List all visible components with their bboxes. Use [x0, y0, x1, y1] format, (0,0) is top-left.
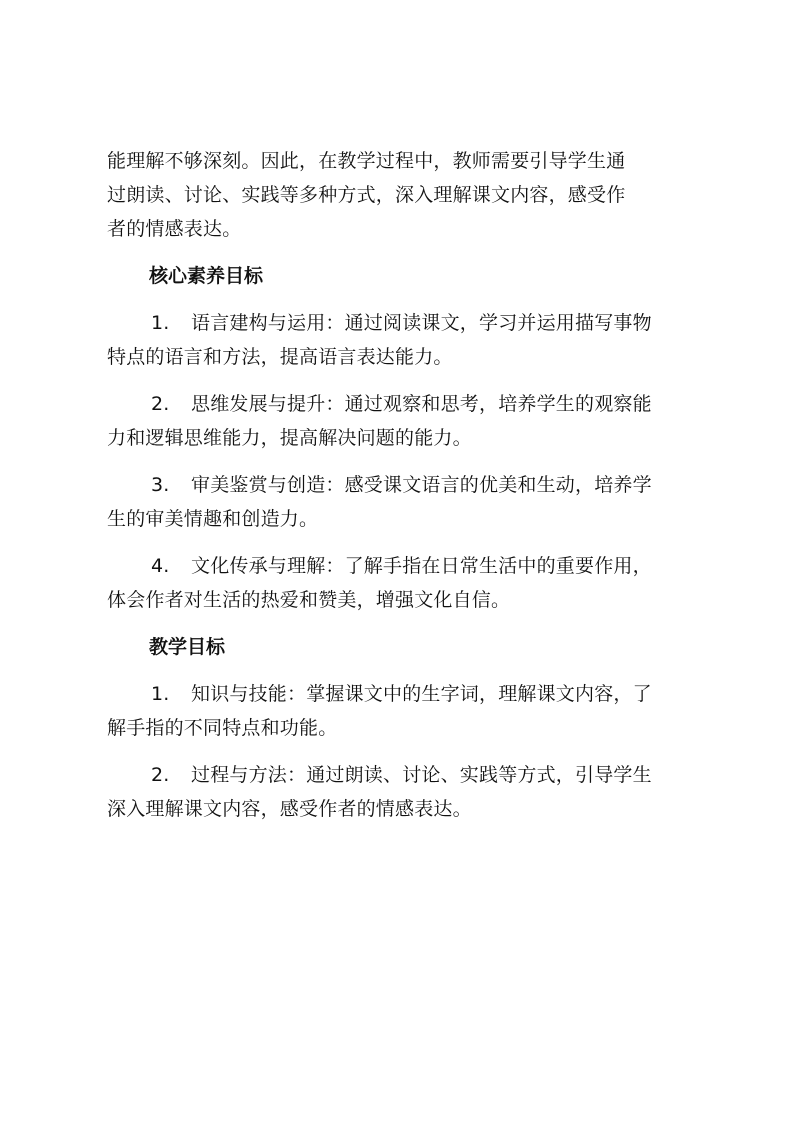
list-item-line	[107, 549, 699, 583]
list-item-line	[107, 677, 699, 711]
list-item-text: 文化传承与理解：了解手指在日常生活中的重要作用，	[191, 555, 652, 577]
list-item-text: 过程与方法：通过朗读、讨论、实践等方式，引导学生	[191, 764, 652, 786]
intro-line: 过朗读、讨论、实践等多种方式，深入理解课文内容，感受作	[107, 184, 626, 206]
list-item	[107, 306, 699, 374]
list-item	[107, 549, 699, 617]
list-item-line	[107, 306, 699, 340]
list-item-number: 2.	[151, 393, 170, 415]
list-item-line	[107, 468, 699, 502]
list-item-number: 4.	[151, 555, 170, 577]
list-item-line	[107, 758, 699, 792]
list-item-continuation: 体会作者对生活的热爱和赞美，增强文化自信。	[107, 589, 511, 611]
section-heading-teaching-goals: 教学目标	[149, 636, 226, 658]
list-item-text: 思维发展与提升：通过观察和思考，培养学生的观察能	[191, 393, 652, 415]
list-item-continuation: 深入理解课文内容，感受作者的情感表达。	[107, 798, 472, 820]
list-item-continuation: 特点的语言和方法，提高语言表达能力。	[107, 346, 453, 368]
list-item-text: 知识与技能：掌握课文中的生字词，理解课文内容，了	[191, 683, 652, 705]
list-item-number: 1.	[151, 312, 170, 334]
intro-line: 者的情感表达。	[107, 218, 242, 240]
intro-line: 能理解不够深刻。因此，在教学过程中，教师需要引导学生通	[107, 150, 626, 172]
list-item-continuation: 力和逻辑思维能力，提高解决问题的能力。	[107, 427, 472, 449]
list-item	[107, 758, 699, 826]
section-heading-core-literacy: 核心素养目标	[149, 265, 264, 287]
list-item-continuation: 生的审美情趣和创造力。	[107, 508, 319, 530]
list-item-text: 语言建构与运用：通过阅读课文，学习并运用描写事物	[191, 312, 652, 334]
list-item-text: 审美鉴赏与创造：感受课文语言的优美和生动，培养学	[191, 474, 652, 496]
list-item	[107, 677, 699, 745]
list-item-number: 1.	[151, 683, 170, 705]
list-item-number: 2.	[151, 764, 170, 786]
intro-paragraph	[107, 144, 699, 246]
list-item-number: 3.	[151, 474, 170, 496]
list-item	[107, 387, 699, 455]
list-item	[107, 468, 699, 536]
list-item-continuation: 解手指的不同特点和功能。	[107, 717, 338, 739]
document-body	[107, 144, 699, 839]
list-item-line	[107, 387, 699, 421]
